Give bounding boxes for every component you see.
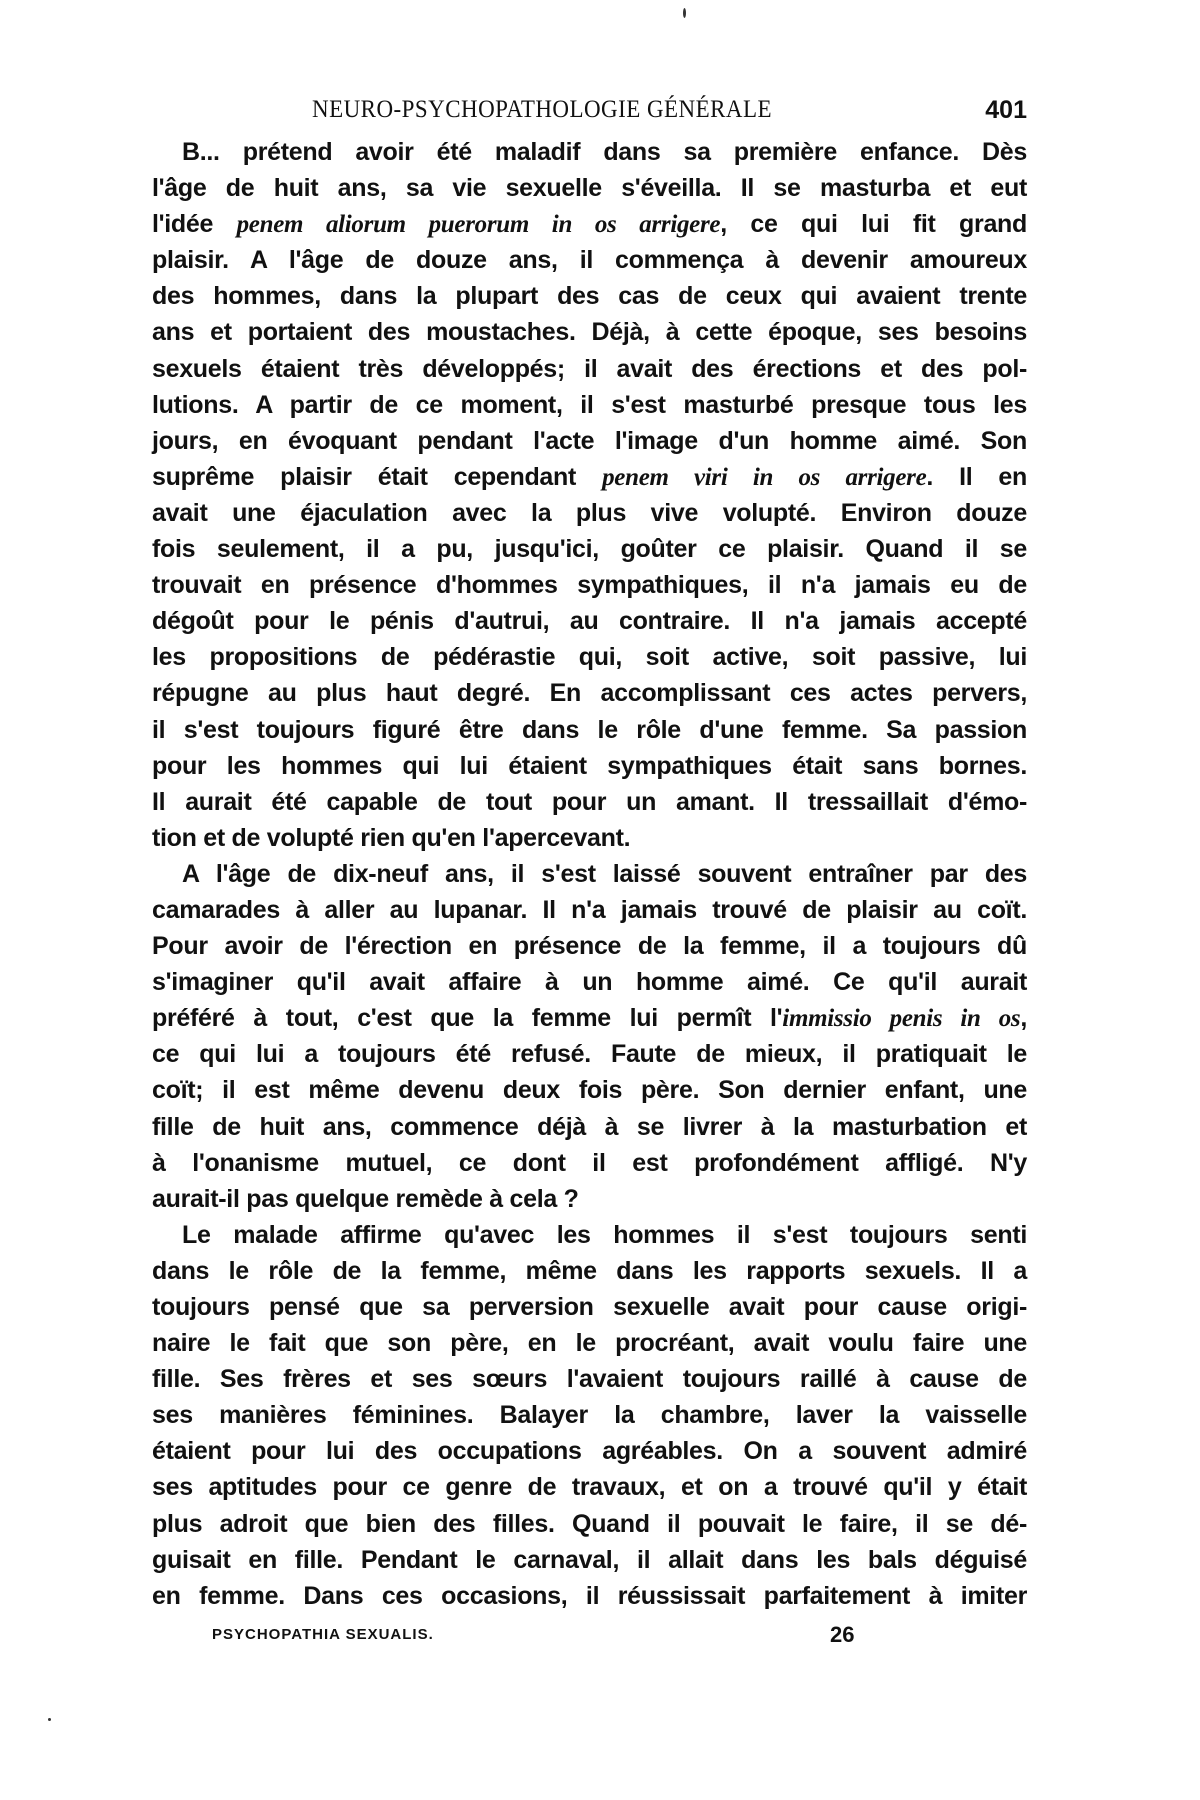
text-line <box>152 1361 1027 1397</box>
text-segment: suprême plaisir était cependant <box>152 462 603 491</box>
text-segment: fille. Ses frères et ses sœurs l'avaient toujours raillé à cause de <box>152 1365 1027 1394</box>
text-line <box>152 1289 1027 1325</box>
text-line <box>152 784 1027 820</box>
text-segment: Il aurait été capable de tout pour un amant. Il tressaillait d'émo- <box>152 787 1027 816</box>
text-line <box>152 675 1027 711</box>
paragraph <box>152 1217 1027 1614</box>
running-header <box>152 96 1027 128</box>
text-segment: A l'âge de dix-neuf ans, il s'est laissé souvent entraîner par des <box>182 859 1027 888</box>
text-segment: ce qui lui a toujours été refusé. Faute de mieux, il pratiquait le <box>152 1040 1027 1069</box>
text-segment: pour les hommes qui lui étaient sympathiques était sans bornes. <box>152 751 1027 780</box>
text-segment: ses manières féminines. Balayer la chambre, laver la vaisselle <box>152 1401 1027 1430</box>
text-line <box>152 1397 1027 1433</box>
text-line <box>152 892 1027 928</box>
text-segment: lutions. A partir de ce moment, il s'est masturbé presque tous les <box>152 390 1027 419</box>
text-line <box>152 242 1027 278</box>
text-line <box>152 567 1027 603</box>
text-segment: ans et portaient des moustaches. Déjà, à cette époque, ses besoins <box>152 318 1027 347</box>
text-segment: répugne au plus haut degré. En accomplissant ces actes pervers, <box>152 679 1027 708</box>
text-segment: guisait en fille. Pendant le carnaval, il allait dans les bals déguisé <box>152 1545 1027 1574</box>
text-line <box>152 531 1027 567</box>
text-segment: . Il en <box>926 462 1028 491</box>
text-segment: étaient pour lui des occupations agréables. On a souvent admiré <box>152 1437 1027 1466</box>
text-line <box>152 1542 1027 1578</box>
signature-mark: PSYCHOPATHIA SEXUALIS. <box>212 1626 434 1643</box>
text-line <box>152 603 1027 639</box>
text-line <box>152 820 1027 856</box>
text-segment: camarades à aller au lupanar. Il n'a jamais trouvé de plaisir au coït. <box>152 895 1027 924</box>
text-segment: aurait-il pas quelque remède à cela ? <box>152 1184 579 1213</box>
paragraph <box>152 134 1027 856</box>
text-line <box>152 459 1027 495</box>
text-line <box>152 1578 1027 1614</box>
text-line <box>152 206 1027 242</box>
text-segment: en femme. Dans ces occasions, il réussissait parfaitement à imiter <box>152 1581 1027 1610</box>
text-segment: plus adroit que bien des filles. Quand il pouvait le faire, il se dé- <box>152 1509 1027 1538</box>
text-line <box>152 639 1027 675</box>
text-segment: dans le rôle de la femme, même dans les rapports sexuels. Il a <box>152 1256 1027 1285</box>
text-segment: à l'onanisme mutuel, ce dont il est profondément affligé. N'y <box>152 1148 1027 1177</box>
text-segment: les propositions de pédérastie qui, soit active, soit passive, lui <box>152 643 1027 672</box>
text-segment: l'idée <box>152 210 237 239</box>
text-segment: sexuels étaient très développés; il avait des érections et des pol- <box>152 354 1027 383</box>
text-line <box>152 423 1027 459</box>
text-line <box>152 170 1027 206</box>
text-line <box>152 1145 1027 1181</box>
text-line <box>152 1072 1027 1108</box>
text-segment: , ce qui lui fit grand <box>720 210 1027 239</box>
text-line <box>152 1325 1027 1361</box>
latin-phrase: immissio penis in os <box>782 1005 1021 1033</box>
text-line <box>152 1433 1027 1469</box>
running-title: NEURO-PSYCHOPATHOLOGIE GÉNÉRALE <box>312 96 772 123</box>
text-segment: jours, en évoquant pendant l'acte l'image d'un homme aimé. Son <box>152 426 1027 455</box>
signature-number: 26 <box>830 1622 855 1647</box>
text-line <box>152 1506 1027 1542</box>
text-line <box>152 1000 1027 1036</box>
page-footer <box>152 1622 1027 1656</box>
latin-phrase: penem aliorum puerorum in os arrigere <box>236 211 721 239</box>
text-segment: fois seulement, il a pu, jusqu'ici, goûter ce plaisir. Quand il se <box>152 535 1027 564</box>
text-segment: s'imaginer qu'il avait affaire à un homme aimé. Ce qu'il aurait <box>152 968 1027 997</box>
text-line <box>152 1253 1027 1289</box>
text-segment: B... prétend avoir été maladif dans sa première enfance. Dès <box>182 138 1027 166</box>
text-line <box>152 1109 1027 1145</box>
text-line <box>152 1181 1027 1217</box>
text-line <box>152 928 1027 964</box>
text-segment: ses aptitudes pour ce genre de travaux, et on a trouvé qu'il y était <box>152 1473 1027 1502</box>
text-segment: toujours pensé que sa perversion sexuelle avait pour cause origi- <box>152 1293 1027 1321</box>
text-line <box>152 1469 1027 1505</box>
body-text <box>152 134 1027 1614</box>
text-line <box>152 856 1027 892</box>
scan-speck <box>683 8 686 18</box>
text-segment: coït; il est même devenu deux fois père. Son dernier enfant, une <box>152 1076 1027 1105</box>
text-line <box>152 387 1027 423</box>
text-line <box>152 351 1027 387</box>
text-segment: Pour avoir de l'érection en présence de la femme, il a toujours dû <box>152 932 1027 961</box>
text-line <box>152 748 1027 784</box>
text-segment: des hommes, dans la plupart des cas de ceux qui avaient trente <box>152 282 1027 311</box>
text-line <box>152 1036 1027 1072</box>
text-segment: il s'est toujours figuré être dans le rôle d'une femme. Sa passion <box>152 715 1027 744</box>
text-segment: l'âge de huit ans, sa vie sexuelle s'éveilla. Il se masturba et eut <box>152 174 1027 203</box>
page-number: 401 <box>985 96 1027 124</box>
latin-phrase: penem viri in os arrigere <box>602 463 927 491</box>
text-segment: avait une éjaculation avec la plus vive volupté. Environ douze <box>152 498 1027 527</box>
text-segment: préféré à tout, c'est que la femme lui permît l' <box>152 1004 783 1033</box>
text-segment: naire le fait que son père, en le procréant, avait voulu faire une <box>152 1329 1027 1358</box>
scan-speck <box>48 1718 51 1721</box>
text-segment: dégoût pour le pénis d'autrui, au contraire. Il n'a jamais accepté <box>152 607 1027 636</box>
text-line <box>152 495 1027 531</box>
text-line <box>152 278 1027 314</box>
text-line <box>152 964 1027 1000</box>
text-segment: trouvait en présence d'hommes sympathiques, il n'a jamais eu de <box>152 571 1027 600</box>
text-segment: fille de huit ans, commence déjà à se livrer à la masturbation et <box>152 1112 1027 1141</box>
text-line <box>152 134 1027 170</box>
paragraph <box>152 856 1027 1217</box>
text-segment: tion et de volupté rien qu'en l'apercevant. <box>152 823 631 852</box>
text-line <box>152 712 1027 748</box>
text-segment: plaisir. A l'âge de douze ans, il commença à devenir amoureux <box>152 246 1027 275</box>
text-line <box>152 314 1027 350</box>
text-segment: Le malade affirme qu'avec les hommes il s'est toujours senti <box>182 1220 1027 1249</box>
text-segment: , <box>1020 1004 1027 1033</box>
text-line <box>152 1217 1027 1253</box>
